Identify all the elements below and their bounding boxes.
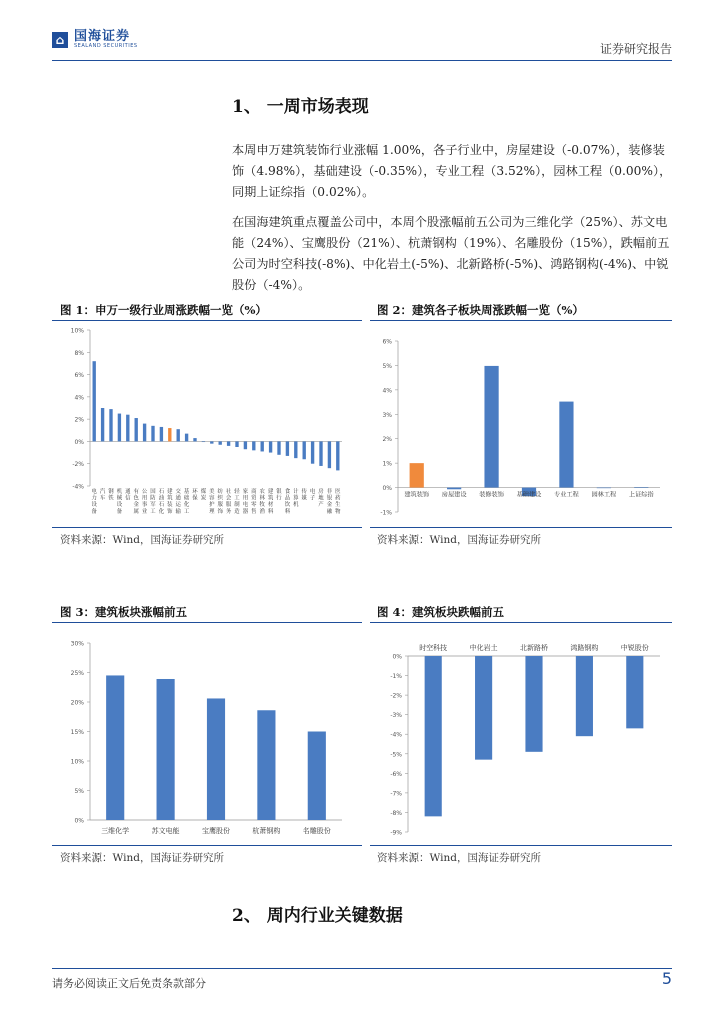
fig1-category-label: 渔 bbox=[259, 508, 265, 515]
fig1-category-label: 备 bbox=[91, 508, 97, 515]
paragraph-2-text: 在国海建筑重点覆盖公司中，本周个股涨幅前五公司为三维化学（25%）、苏文电能（24%）、宝鹰股份（21%）、杭萧钢构（19%）、名雕股份（15%），跌幅前五公司为时空科技(-8%)、中化岩土(-5%)、北新路桥(-5%)、鸿路钢构(-4%)、中锐股份（-4%）。 bbox=[232, 215, 670, 292]
fig4-ytick-label: -5% bbox=[390, 751, 402, 759]
fig1-category-label: 融 bbox=[326, 508, 333, 515]
fig1-category-label: 军 bbox=[150, 502, 156, 509]
footer-disclaimer: 请务必阅读正文后免责条款部分 bbox=[52, 977, 206, 990]
fig1-category-label: 社 bbox=[225, 489, 232, 495]
fig1-category-label: 制 bbox=[234, 502, 240, 509]
fig3-ytick-label: 25% bbox=[70, 670, 84, 677]
logo-cn-text: 国海证券 bbox=[74, 29, 131, 44]
fig1-category-label: 通 bbox=[175, 495, 181, 502]
fig1-category-label: 零 bbox=[251, 502, 257, 509]
fig1-category-label: 林 bbox=[259, 495, 265, 502]
fig1-category-label: 牧 bbox=[259, 502, 265, 509]
fig1-bar bbox=[261, 441, 264, 451]
fig3-ytick-label: 5% bbox=[74, 788, 84, 795]
fig1-category-label: 药 bbox=[335, 495, 341, 502]
fig1-bar bbox=[101, 408, 104, 441]
fig1-bar bbox=[93, 361, 96, 441]
fig1-category-label: 物 bbox=[335, 508, 341, 515]
fig1-category-label: 银 bbox=[276, 489, 282, 495]
fig1-bar bbox=[235, 441, 238, 447]
page-number: 5 bbox=[661, 969, 672, 988]
fig4-bar bbox=[425, 656, 442, 816]
fig1-category-label: 公 bbox=[141, 489, 148, 495]
fig1-category-label: 产 bbox=[318, 502, 324, 509]
fig1-ytick-label: 2% bbox=[74, 416, 84, 424]
fig4-ytick-label: -4% bbox=[390, 731, 402, 739]
fig2-bar bbox=[634, 487, 648, 488]
fig2-bar bbox=[410, 463, 424, 487]
fig2-category-label: 园林工程 bbox=[591, 491, 617, 499]
fig2-bar bbox=[484, 366, 498, 488]
fig2-category-label: 上证综指 bbox=[628, 491, 654, 499]
fig4-ytick-label: -1% bbox=[390, 673, 402, 681]
fig1-category-label: 有 bbox=[133, 489, 139, 495]
footer-divider bbox=[52, 968, 672, 969]
fig1-bar bbox=[202, 441, 205, 442]
fig1-bar bbox=[135, 418, 138, 441]
fig2-box bbox=[370, 320, 672, 528]
fig1-category-label: 传 bbox=[301, 489, 307, 495]
fig3-category-label: 名雕股份 bbox=[302, 827, 331, 835]
fig4-category-label: 中锐股份 bbox=[620, 644, 649, 652]
fig1-category-label: 非 bbox=[326, 489, 333, 495]
fig1-ytick-label: 6% bbox=[74, 372, 84, 380]
fig4-title: 图 4：建筑板块跌幅前五 bbox=[377, 605, 505, 619]
fig2-title: 图 2：建筑各子板块周涨跌幅一览（%） bbox=[377, 303, 584, 317]
fig1-bar bbox=[109, 409, 112, 441]
fig2-ytick-label: 1% bbox=[382, 460, 392, 468]
fig1-category-label: 品 bbox=[284, 495, 291, 502]
fig1-bar bbox=[168, 428, 171, 441]
fig3-category-label: 苏文电能 bbox=[151, 827, 180, 835]
fig1-category-label: 钢 bbox=[108, 489, 114, 495]
fig1-category-label: 机 bbox=[293, 502, 299, 509]
fig1-category-label: 食 bbox=[284, 489, 291, 495]
fig1-category-label: 国 bbox=[150, 489, 156, 495]
fig4-ytick-label: -8% bbox=[390, 809, 402, 817]
fig3-ytick-label: 10% bbox=[70, 758, 84, 766]
fig1-category-label: 设 bbox=[91, 502, 97, 509]
fig1-category-label: 器 bbox=[242, 508, 249, 515]
fig4-bar bbox=[626, 656, 643, 728]
paragraph-2 bbox=[232, 212, 672, 296]
fig2-category-label: 建筑装饰 bbox=[404, 491, 430, 499]
fig1-category-label: 贸 bbox=[251, 495, 257, 502]
fig1-bar bbox=[286, 441, 289, 455]
fig1-category-label: 料 bbox=[267, 508, 274, 515]
fig1-bar bbox=[252, 441, 255, 450]
fig1-category-label: 容 bbox=[209, 495, 215, 502]
fig1-category-label: 建 bbox=[167, 489, 173, 495]
fig1-category-label: 煤 bbox=[200, 489, 207, 495]
section-2-title: 2、 周内行业关键数据 bbox=[232, 906, 403, 926]
fig1-category-label: 银 bbox=[326, 495, 333, 502]
fig1-category-label: 织 bbox=[217, 495, 223, 502]
fig2-ytick-label: -1% bbox=[380, 509, 392, 517]
fig1-category-label: 地 bbox=[318, 495, 324, 502]
fig1-category-label: 行 bbox=[276, 495, 282, 502]
fig4-box bbox=[370, 622, 672, 846]
fig1-ytick-label: 10% bbox=[70, 327, 84, 335]
fig1-bar bbox=[143, 424, 146, 442]
fig4-category-label: 北新路桥 bbox=[520, 644, 548, 652]
fig1-category-label: 化 bbox=[158, 508, 165, 515]
paragraph-1 bbox=[232, 140, 672, 203]
fig1-ytick-label: 8% bbox=[74, 349, 84, 357]
fig4-ytick-label: -3% bbox=[390, 712, 402, 720]
fig1-bar bbox=[277, 441, 280, 454]
fig2-category-label: 房屋建设 bbox=[441, 491, 467, 499]
fig1-bar bbox=[151, 426, 154, 442]
fig3-source: 资料来源：Wind，国海证券研究所 bbox=[60, 852, 224, 864]
fig3-ytick-label: 20% bbox=[70, 699, 84, 707]
fig4-ytick-label: -2% bbox=[390, 692, 402, 700]
fig1-title: 图 1：申万一级行业周涨跌幅一览（%） bbox=[60, 303, 267, 317]
fig1-category-label: 化 bbox=[183, 502, 190, 509]
fig2-ytick-label: 6% bbox=[382, 338, 392, 346]
fig1-ytick-label: 0% bbox=[74, 438, 84, 446]
fig1-category-label: 用 bbox=[141, 495, 148, 502]
fig1-bar bbox=[303, 441, 306, 459]
fig1-category-label: 铁 bbox=[108, 495, 114, 502]
fig1-category-label: 电 bbox=[242, 502, 249, 509]
fig1-bar bbox=[227, 441, 230, 445]
fig1-category-label: 算 bbox=[293, 495, 299, 502]
fig3-ytick-label: 15% bbox=[70, 729, 84, 736]
fig1-category-label: 建 bbox=[267, 489, 274, 495]
fig1-box bbox=[52, 320, 362, 528]
report-type: 证券研究报告 bbox=[599, 42, 672, 56]
fig3-bar bbox=[308, 732, 326, 821]
fig1-category-label: 房 bbox=[318, 489, 324, 495]
fig4-ytick-label: 0% bbox=[392, 653, 402, 661]
fig1-category-label: 电 bbox=[91, 489, 97, 495]
fig1-category-label: 油 bbox=[158, 495, 165, 502]
fig1-category-label: 车 bbox=[99, 495, 106, 502]
fig1-category-label: 工 bbox=[150, 508, 156, 515]
logo-icon: ⌂ bbox=[52, 32, 68, 48]
fig1-category-label: 防 bbox=[150, 495, 156, 502]
fig1-bar bbox=[177, 429, 180, 441]
fig1-ytick-label: -2% bbox=[72, 461, 84, 469]
fig2-category-label: 装修装饰 bbox=[479, 491, 504, 499]
fig4-ytick-label: -7% bbox=[390, 790, 402, 798]
fig1-bar bbox=[244, 441, 247, 449]
fig1-bar bbox=[160, 427, 163, 441]
fig4-ytick-label: -6% bbox=[390, 770, 402, 778]
fig1-category-label: 饰 bbox=[217, 508, 223, 515]
fig1-category-label: 造 bbox=[234, 508, 240, 515]
fig1-category-label: 运 bbox=[175, 502, 181, 509]
fig1-category-label: 信 bbox=[125, 495, 131, 502]
fig3-box bbox=[52, 622, 362, 846]
fig1-category-label: 子 bbox=[309, 495, 316, 502]
logo-en-text: SEALAND SECURITIES bbox=[74, 43, 138, 49]
fig1-category-label: 环 bbox=[192, 489, 198, 495]
fig3-category-label: 杭萧钢构 bbox=[252, 827, 281, 835]
fig1-category-label: 电 bbox=[309, 489, 316, 495]
fig3-bar bbox=[157, 679, 175, 820]
fig1-category-label: 生 bbox=[335, 502, 341, 509]
fig4-ytick-label: -9% bbox=[390, 829, 402, 837]
fig1-category-label: 力 bbox=[91, 495, 97, 502]
fig1-bar bbox=[219, 441, 222, 444]
paragraph-1-text: 本周申万建筑装饰行业涨幅 1.00%，各子行业中，房屋建设（-0.07%），装修装饰（4.98%），基础建设（-0.35%），专业工程（3.52%），园林工程（0.00%），同期上证综指（0.02%）。 bbox=[232, 143, 672, 199]
fig2-ytick-label: 2% bbox=[382, 436, 392, 444]
fig1-category-label: 业 bbox=[141, 508, 148, 515]
fig3-bar bbox=[106, 675, 124, 820]
fig1-ytick-label: 4% bbox=[74, 394, 84, 402]
fig1-category-label: 炭 bbox=[200, 495, 207, 502]
fig1-category-label: 石 bbox=[158, 489, 165, 495]
fig4-bar bbox=[576, 656, 593, 736]
fig3-chart bbox=[52, 623, 362, 845]
fig2-category-label: 专业工程 bbox=[554, 491, 579, 499]
fig1-category-label: 家 bbox=[242, 489, 249, 495]
fig4-source: 资料来源：Wind，国海证券研究所 bbox=[377, 852, 541, 864]
fig1-category-label: 饰 bbox=[167, 508, 173, 515]
fig1-category-label: 械 bbox=[116, 495, 123, 502]
fig1-bar bbox=[126, 415, 129, 442]
fig1-bar bbox=[210, 441, 213, 443]
fig2-ytick-label: 0% bbox=[382, 485, 392, 493]
fig1-category-label: 服 bbox=[225, 502, 232, 509]
fig1-category-label: 交 bbox=[175, 489, 181, 495]
fig1-category-label: 基 bbox=[183, 489, 190, 495]
fig1-category-label: 用 bbox=[242, 495, 249, 502]
fig1-category-label: 媒 bbox=[301, 495, 307, 502]
fig1-bar bbox=[311, 441, 314, 463]
fig1-source: 资料来源：Wind，国海证券研究所 bbox=[60, 534, 224, 546]
fig2-bar bbox=[559, 402, 573, 488]
fig1-category-label: 材 bbox=[267, 502, 274, 509]
fig1-chart bbox=[52, 321, 362, 527]
fig1-category-label: 筑 bbox=[267, 495, 274, 502]
fig2-source: 资料来源：Wind，国海证券研究所 bbox=[377, 534, 541, 546]
fig1-bar bbox=[294, 441, 297, 458]
fig1-category-label: 售 bbox=[251, 508, 257, 515]
fig1-category-label: 工 bbox=[234, 495, 240, 502]
fig1-category-label: 农 bbox=[259, 489, 265, 495]
fig1-bar bbox=[319, 441, 322, 466]
fig3-ytick-label: 0% bbox=[74, 817, 84, 825]
fig1-bar bbox=[185, 434, 188, 442]
fig1-ytick-label: -4% bbox=[72, 483, 84, 491]
fig1-category-label: 通 bbox=[125, 489, 131, 495]
fig4-chart bbox=[370, 623, 672, 845]
fig2-category-label: 基础建设 bbox=[516, 491, 542, 499]
fig3-bar bbox=[207, 698, 225, 820]
fig1-bar bbox=[193, 438, 196, 441]
brand-logo bbox=[52, 30, 138, 49]
fig1-category-label: 会 bbox=[225, 495, 232, 502]
fig3-category-label: 宝鹰股份 bbox=[202, 827, 230, 835]
fig1-bar bbox=[118, 414, 121, 442]
fig1-bar bbox=[336, 441, 339, 470]
fig1-category-label: 商 bbox=[251, 489, 257, 495]
fig1-category-label: 理 bbox=[209, 508, 215, 515]
fig1-category-label: 纺 bbox=[217, 489, 223, 495]
fig3-category-label: 三维化学 bbox=[101, 827, 130, 835]
fig1-category-label: 机 bbox=[116, 489, 123, 495]
fig1-category-label: 医 bbox=[335, 489, 341, 495]
header-divider bbox=[52, 60, 672, 61]
fig4-bar bbox=[475, 656, 492, 760]
fig1-category-label: 计 bbox=[293, 489, 299, 495]
fig1-bar bbox=[328, 441, 331, 468]
fig1-category-label: 属 bbox=[133, 508, 139, 515]
fig1-category-label: 输 bbox=[175, 508, 181, 515]
fig2-bar bbox=[447, 488, 461, 490]
fig1-bar bbox=[269, 441, 272, 452]
fig2-bar bbox=[597, 488, 611, 489]
fig1-category-label: 饮 bbox=[284, 502, 291, 509]
fig4-bar bbox=[525, 656, 542, 752]
fig1-category-label: 保 bbox=[192, 495, 198, 502]
fig4-category-label: 时空科技 bbox=[419, 644, 448, 652]
section-1-title: 1、 一周市场表现 bbox=[232, 97, 369, 117]
fig1-category-label: 护 bbox=[209, 502, 215, 509]
fig1-category-label: 服 bbox=[217, 502, 223, 509]
fig2-ytick-label: 4% bbox=[382, 387, 392, 395]
fig1-category-label: 汽 bbox=[99, 489, 106, 495]
fig2-chart bbox=[370, 321, 672, 527]
fig1-category-label: 备 bbox=[116, 508, 123, 515]
fig1-category-label: 色 bbox=[133, 495, 139, 502]
fig1-category-label: 美 bbox=[209, 489, 215, 495]
fig1-category-label: 筑 bbox=[167, 495, 173, 502]
fig2-ytick-label: 3% bbox=[382, 411, 392, 419]
fig3-ytick-label: 30% bbox=[70, 640, 84, 648]
fig1-category-label: 金 bbox=[326, 502, 333, 509]
fig4-category-label: 鸿路钢构 bbox=[570, 644, 599, 652]
fig1-category-label: 轻 bbox=[234, 489, 240, 495]
fig3-title: 图 3：建筑板块涨幅前五 bbox=[60, 605, 188, 619]
fig1-category-label: 务 bbox=[225, 508, 232, 515]
fig1-category-label: 础 bbox=[183, 495, 190, 502]
fig2-ytick-label: 5% bbox=[382, 362, 392, 370]
fig3-bar bbox=[257, 710, 275, 820]
fig4-category-label: 中化岩土 bbox=[469, 644, 498, 652]
fig1-category-label: 料 bbox=[284, 508, 291, 515]
fig1-category-label: 金 bbox=[133, 502, 139, 509]
fig1-category-label: 设 bbox=[116, 502, 123, 509]
fig1-category-label: 工 bbox=[183, 508, 190, 515]
fig1-category-label: 事 bbox=[141, 502, 148, 509]
fig1-category-label: 装 bbox=[167, 502, 173, 509]
fig1-category-label: 石 bbox=[158, 502, 165, 509]
